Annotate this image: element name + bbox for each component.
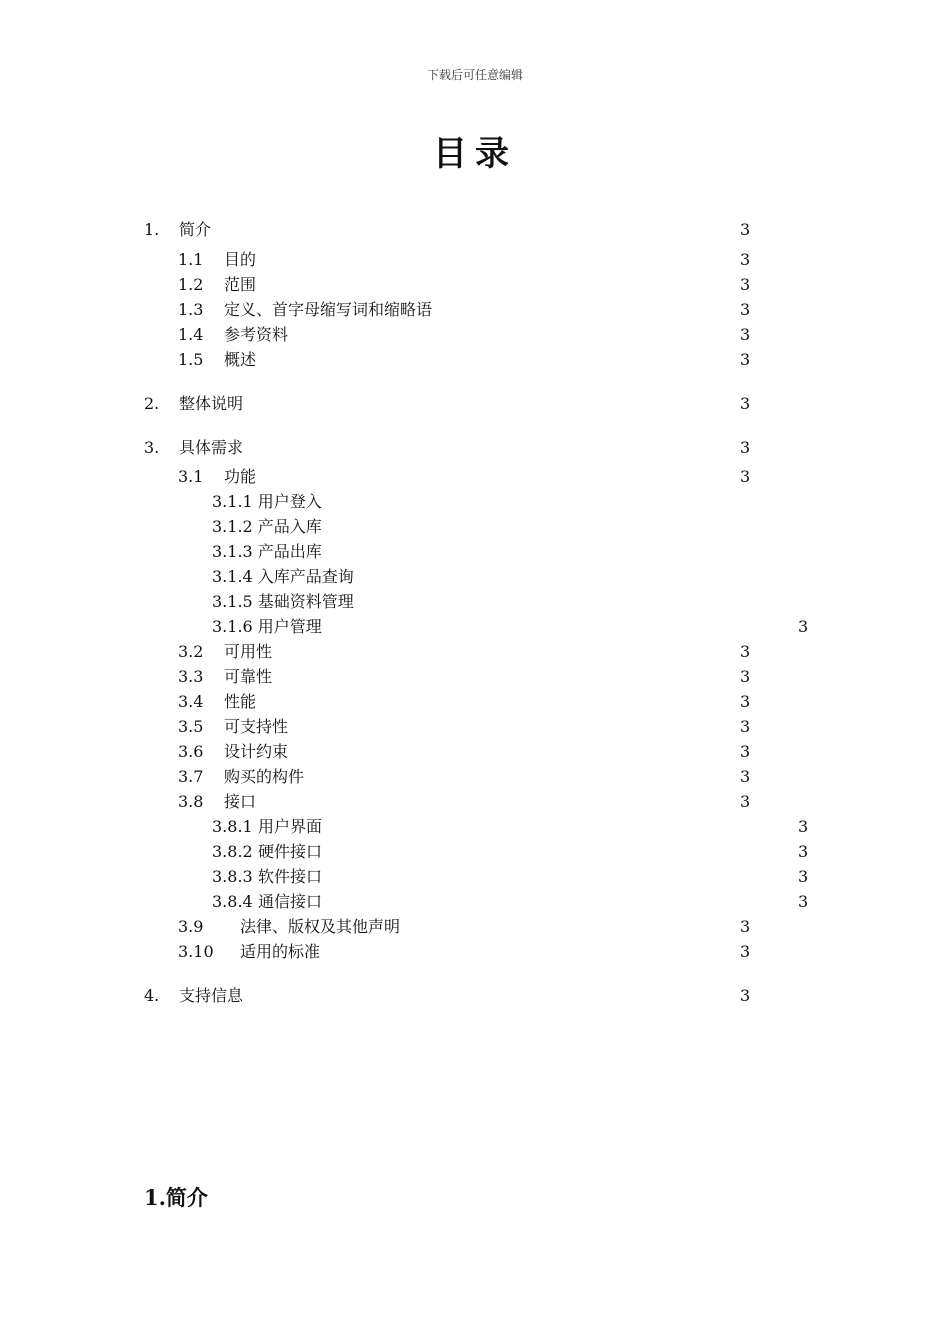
toc-entry-1-2[interactable]	[178, 274, 498, 296]
header-note: 下载后可任意编辑	[426, 68, 523, 82]
toc-entry-number: 3.9	[178, 917, 204, 936]
toc-entry-number: 3.4	[178, 692, 204, 711]
toc-entry-label: 具体需求	[179, 438, 244, 457]
toc-page-number: 3	[740, 438, 751, 457]
toc-entry-number: 3.8.1	[212, 817, 253, 836]
toc-entry-3-8-2[interactable]	[212, 841, 532, 863]
toc-page-number: 3	[740, 692, 751, 711]
toc-page-number: 3	[740, 792, 751, 811]
toc-entry-3-8[interactable]	[178, 791, 498, 813]
toc-entry-1-3[interactable]	[178, 299, 498, 321]
toc-entry-label: 法律、版权及其他声明	[240, 917, 401, 936]
toc-entry-1-1[interactable]	[178, 249, 498, 271]
toc-entry-label: 支持信息	[179, 986, 244, 1005]
toc-entry-number: 3.5	[178, 717, 204, 736]
toc-page-number: 3	[798, 842, 809, 861]
toc-entry-number: 3.8.4	[212, 892, 253, 911]
toc-page-number: 3	[740, 742, 751, 761]
toc-entry-label: 范围	[224, 275, 257, 294]
toc-entry-3-8-4[interactable]	[212, 891, 532, 913]
toc-entry-1[interactable]	[144, 219, 444, 241]
toc-entry-number: 3.	[144, 438, 160, 457]
toc-entry-3-2[interactable]	[178, 641, 498, 663]
toc-entry-label: 概述	[224, 350, 257, 369]
toc-entry-3-7[interactable]	[178, 766, 498, 788]
toc-page-number: 3	[740, 350, 751, 369]
toc-entry-3-1-1[interactable]: 3.1.1 用户登入	[212, 492, 322, 511]
toc-entry-label: 设计约束	[224, 742, 289, 761]
toc-entry-label: 适用的标准	[240, 942, 321, 961]
toc-page-number: 3	[740, 394, 751, 413]
toc-page-number: 3	[798, 892, 809, 911]
toc-entry-number: 1.5	[178, 350, 204, 369]
toc-entry-label: 可支持性	[224, 717, 289, 736]
toc-entry-label: 用户界面	[258, 817, 323, 836]
toc-page-number: 3	[740, 275, 751, 294]
toc-entry-2[interactable]	[144, 393, 444, 415]
section-heading: 1.简介	[144, 1185, 208, 1210]
toc-entry-number: 3.8.3	[212, 867, 253, 886]
toc-entry-number: 3.8.2	[212, 842, 253, 861]
toc-entry-3[interactable]	[144, 437, 444, 459]
toc-entry-number: 3.7	[178, 767, 204, 786]
toc-entry-label: 整体说明	[179, 394, 244, 413]
toc-page-number: 3	[740, 220, 751, 239]
toc-page-number: 3	[798, 867, 809, 886]
toc-entry-number: 3.6	[178, 742, 204, 761]
toc-page-number: 3	[740, 667, 751, 686]
toc-page-number: 3	[740, 250, 751, 269]
toc-entry-number: 3.10	[178, 942, 214, 961]
toc-page-number: 3	[740, 300, 751, 319]
toc-entry-3-10[interactable]	[178, 941, 518, 963]
toc-entry-3-9[interactable]	[178, 916, 518, 938]
toc-entry-number: 1.4	[178, 325, 204, 344]
toc-entry-number: 1.3	[178, 300, 204, 319]
toc-entry-number: 4.	[144, 986, 160, 1005]
toc-title: 目录	[433, 134, 517, 174]
toc-entry-3-5[interactable]	[178, 716, 498, 738]
toc-entry-1-4[interactable]	[178, 324, 498, 346]
toc-entry-label: 购买的构件	[224, 767, 305, 786]
toc-entry-3-1-4[interactable]: 3.1.4 入库产品查询	[212, 567, 354, 586]
toc-entry-3-1-2[interactable]: 3.1.2 产品入库	[212, 517, 322, 536]
toc-entry-number: 3.8	[178, 792, 204, 811]
toc-page-number: 3	[740, 942, 751, 961]
toc-page-number: 3	[740, 325, 751, 344]
toc-page-number: 3	[740, 717, 751, 736]
toc-entry-label: 可用性	[224, 642, 273, 661]
toc-entry-label: 功能	[224, 467, 257, 486]
toc-entry-label: 目的	[224, 250, 257, 269]
toc-entry-label: 简介	[179, 220, 212, 239]
toc-page-number: 3	[740, 642, 751, 661]
toc-entry-3-1-6[interactable]: 3.1.6 用户管理	[212, 617, 322, 636]
toc-entry-3-4[interactable]	[178, 691, 498, 713]
toc-entry-number: 2.	[144, 394, 160, 413]
toc-entry-3-3[interactable]	[178, 666, 498, 688]
toc-entry-number: 1.1	[178, 250, 204, 269]
toc-entry-3-1-3[interactable]: 3.1.3 产品出库	[212, 542, 322, 561]
toc-entry-3-1[interactable]	[178, 466, 498, 488]
toc-page-number: 3	[740, 467, 751, 486]
toc-page-number: 3	[740, 767, 751, 786]
toc-entry-3-8-3[interactable]	[212, 866, 532, 888]
toc-page-number: 3	[740, 917, 751, 936]
toc-entry-label: 定义、首字母缩写词和缩略语	[224, 300, 433, 319]
toc-page-number: 3	[798, 817, 809, 836]
toc-entry-3-1-5[interactable]: 3.1.5 基础资料管理	[212, 592, 354, 611]
toc-page-number: 3	[798, 617, 809, 636]
toc-entry-1-5[interactable]	[178, 349, 498, 371]
toc-entry-number: 1.2	[178, 275, 204, 294]
toc-entry-label: 硬件接口	[258, 842, 323, 861]
toc-entry-3-6[interactable]	[178, 741, 498, 763]
toc-entry-4[interactable]	[144, 985, 444, 1007]
toc-entry-label: 软件接口	[258, 867, 323, 886]
toc-entry-3-8-1[interactable]	[212, 816, 532, 838]
toc-entry-label: 接口	[224, 792, 257, 811]
toc-entry-label: 通信接口	[258, 892, 323, 911]
toc-entry-number: 3.3	[178, 667, 204, 686]
toc-entry-number: 1.	[144, 220, 160, 239]
toc-entry-label: 可靠性	[224, 667, 273, 686]
toc-page-number: 3	[740, 986, 751, 1005]
toc-entry-number: 3.1	[178, 467, 204, 486]
toc-entry-number: 3.2	[178, 642, 204, 661]
toc-entry-label: 参考资料	[224, 325, 289, 344]
toc-entry-label: 性能	[224, 692, 257, 711]
